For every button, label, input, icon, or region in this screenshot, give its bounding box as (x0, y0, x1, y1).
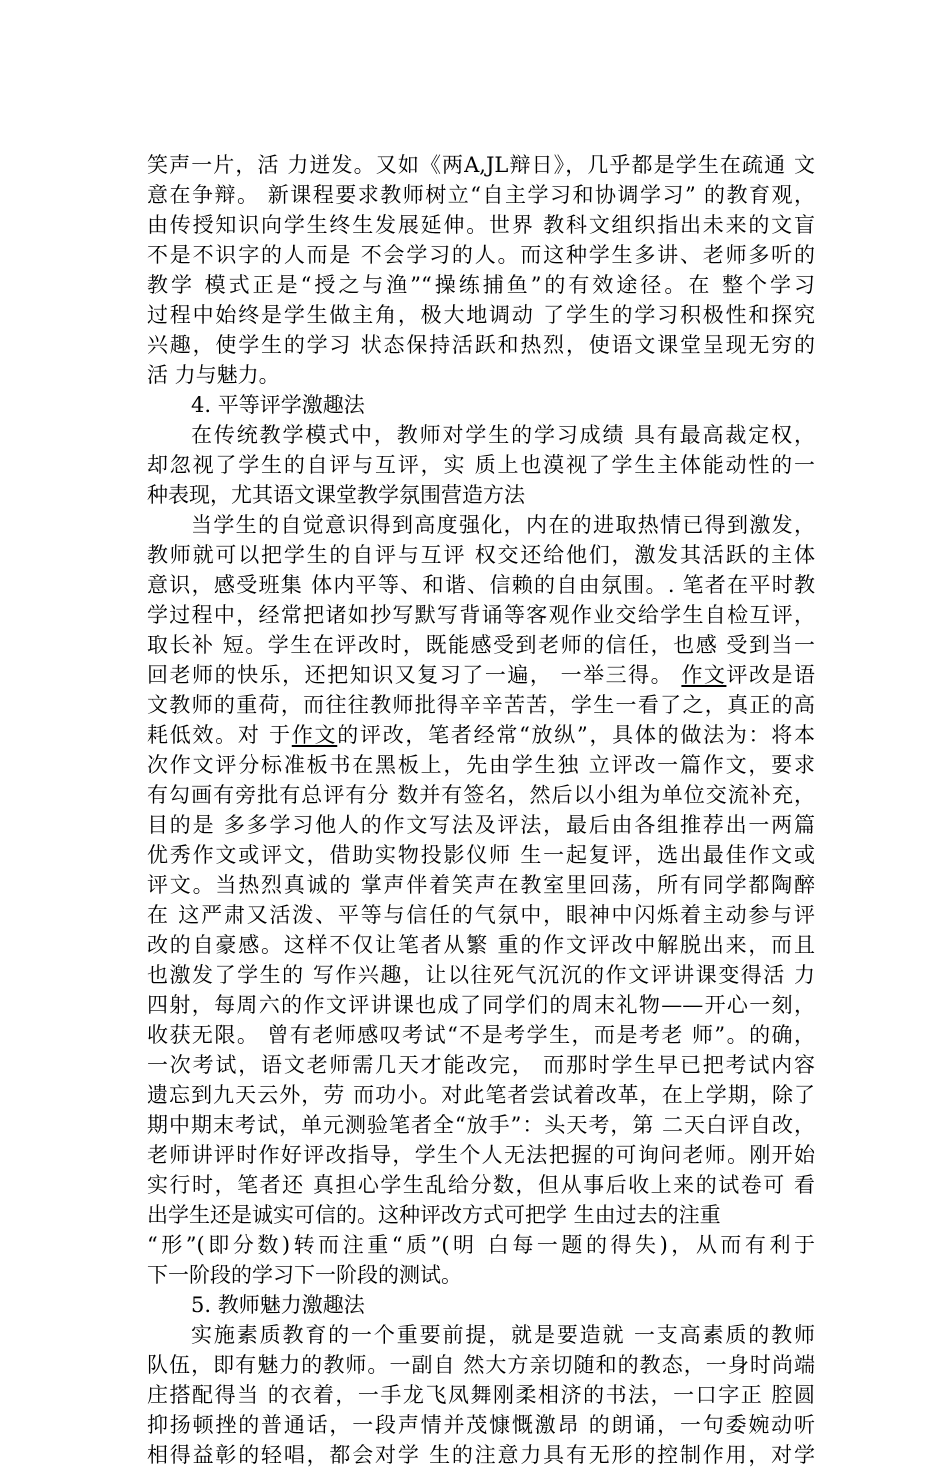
text-line (147, 480, 815, 510)
line-text: 遗忘到九天云外，劳 而功小。对此笔者尝试着改革，在上学期，除了 (147, 1083, 815, 1107)
line-text: 一次考试，语文老师需几天才能改完， 而那时学生早已把考试内容 (147, 1053, 815, 1077)
text-line (147, 210, 815, 240)
text-line (147, 1170, 815, 1200)
line-text: 下一阶段的学习下一阶段的测试。 (147, 1263, 462, 1287)
line-text: 也激发了学生的 写作兴趣，让以往死气沉沉的作文评讲课变得活 力 (147, 963, 815, 987)
text-line (147, 450, 815, 480)
line-text: 活 力与魅力。 (147, 363, 280, 387)
text-line (147, 570, 815, 600)
line-text: 过程中始终是学生做主角，极大地调动 了学生的学习积极性和探究 (147, 303, 815, 327)
text-line (147, 960, 815, 990)
text-line (147, 810, 815, 840)
document-body (147, 150, 815, 1470)
line-text: “形”(即分数)转而注重“质”(明 白每一题的得失)，从而有利于 (147, 1233, 815, 1257)
line-text: 当学生的自觉意识得到高度强化，内在的进取热情已得到激发， (191, 513, 815, 537)
line-text: 不是不识字的人而是 不会学习的人。而这种学生多讲、老师多听的 (147, 243, 815, 267)
text-line (147, 750, 815, 780)
text-line (147, 330, 815, 360)
text-line (147, 1200, 815, 1230)
text-line (147, 1410, 815, 1440)
line-text: 耗低效。对 于 (147, 723, 292, 747)
text-line (147, 720, 815, 750)
line-text: 队伍，即有魅力的教师。一副自 然大方亲切随和的教态，一身时尚端 (147, 1353, 815, 1377)
line-text: 收获无限。 曾有老师感叹考试“不是考学生，而是考老 师”。的确， (147, 1023, 815, 1047)
text-line (147, 540, 815, 570)
text-line (147, 1080, 815, 1110)
text-line (147, 1260, 815, 1290)
text-line (147, 1440, 815, 1470)
text-line (147, 990, 815, 1020)
line-text-continued: 的评改，笔者经常“放纵”，具体的做法为：将本 (337, 723, 815, 747)
section-heading (147, 1290, 815, 1320)
line-text: 次作文评分标准板书在黑板上，先由学生独 立评改一篇作文，要求 (147, 753, 815, 777)
text-line (147, 1050, 815, 1080)
text-line (147, 930, 815, 960)
line-text: 回老师的快乐，还把知识又复习了一遍， 一举三得。 (147, 663, 682, 687)
line-text: 目的是 多多学习他人的作文写法及评法，最后由各组推荐出一两篇 (147, 813, 815, 837)
text-line (147, 270, 815, 300)
line-text: 意识，感受班集 体内平等、和谐、信赖的自由氛围。. 笔者在平时教 (147, 573, 815, 597)
line-text: 取长补 短。学生在评改时，既能感受到老师的信任，也感 受到当一 (147, 633, 815, 657)
underlined-term: 作文 (681, 663, 727, 687)
line-text: 学过程中，经常把诸如抄写默写背诵等客观作业交给学生自检互评， (147, 603, 815, 627)
text-line (147, 630, 815, 660)
text-line (147, 600, 815, 630)
line-text: 由传授知识向学生终生发展延伸。世界 教科文组织指出未来的文盲 (147, 213, 815, 237)
line-text: 庄搭配得当 的衣着，一手龙飞凤舞刚柔相济的书法，一口字正 腔圆 (147, 1383, 815, 1407)
text-line (147, 1020, 815, 1050)
text-line (147, 1230, 815, 1260)
text-line (147, 150, 815, 180)
line-text: 期中期末考试，单元测验笔者全“放手”：头天考，第 二天白评自改， (147, 1113, 815, 1137)
line-text: 种表现，尤其语文课堂教学氛围营造方法 (147, 483, 525, 507)
line-text: 兴趣，使学生的学习 状态保持活跃和热烈，使语文课堂呈现无穷的 (147, 333, 815, 357)
text-line (147, 240, 815, 270)
underlined-term: 作文 (291, 723, 338, 747)
text-line (147, 690, 815, 720)
line-text: 实施素质教育的一个重要前提，就是要造就 一支高素质的教师 (191, 1323, 815, 1347)
line-text: 却忽视了学生的自评与互评，实 质上也漠视了学生主体能动性的一 (147, 453, 815, 477)
line-text: 笑声一片，活 力迸发。又如《两A,JL辩日》，几乎都是学生在疏通 文 (147, 153, 815, 177)
line-text: 老师讲评时作好评改指导，学生个人无法把握的可询问老师。刚开始 (147, 1143, 815, 1167)
text-line (147, 870, 815, 900)
text-line (147, 1140, 815, 1170)
line-text: 评文。当热烈真诚的 掌声伴着笑声在教室里回荡，所有同学都陶醉 (147, 873, 815, 897)
line-text: 意在争辩。 新课程要求教师树立“自主学习和协调学习” 的教育观， (147, 183, 815, 207)
line-text: 四射，每周六的作文评讲课也成了同学们的周末礼物——开心一刻， (147, 993, 815, 1017)
text-line (147, 1320, 815, 1350)
line-text: 教学 模式正是“授之与渔”“操练捕鱼”的有效途径。在 整个学习 (147, 273, 815, 297)
line-text: 改的自豪感。这样不仅让笔者从繁 重的作文评改中解脱出来，而且 (147, 933, 815, 957)
section-heading (147, 390, 815, 420)
text-line (147, 840, 815, 870)
line-text: 4. 平等评学激趣法 (191, 393, 365, 417)
line-text: 在传统教学模式中，教师对学生的学习成绩 具有最高裁定权， (191, 423, 815, 447)
text-line (147, 900, 815, 930)
text-line (147, 360, 815, 390)
line-text: 教师就可以把学生的自评与互评 权交还给他们，激发其活跃的主体 (147, 543, 815, 567)
line-text: 5. 教师魅力激趣法 (191, 1293, 365, 1317)
line-text: 出学生还是诚实可信的。这种评改方式可把学 生由过去的注重 (147, 1203, 721, 1227)
text-line (147, 1110, 815, 1140)
line-text: 相得益彰的轻唱，都会对学 生的注意力具有无形的控制作用，对学 (147, 1443, 815, 1467)
text-line (147, 780, 815, 810)
line-text-continued: 评改是语 (726, 663, 815, 687)
text-line (147, 180, 815, 210)
text-line (147, 1350, 815, 1380)
line-text: 在 这严肃又活泼、平等与信任的气氛中，眼神中闪烁着主动参与评 (147, 903, 815, 927)
line-text: 实行时，笔者还 真担心学生乱给分数，但从事后收上来的试卷可 看 (147, 1173, 815, 1197)
line-text: 优秀作文或评文，借助实物投影仪师 生一起复评，选出最佳作文或 (147, 843, 815, 867)
text-line (147, 1380, 815, 1410)
text-line (147, 420, 815, 450)
line-text: 文教师的重荷，而往往教师批得辛辛苦苦，学生一看了之，真正的高 (147, 693, 815, 717)
line-text: 有勾画有旁批有总评有分 数并有签名，然后以小组为单位交流补充， (147, 783, 815, 807)
text-line (147, 300, 815, 330)
line-text: 抑扬顿挫的普通话，一段声情并茂慷慨激昂 的朗诵，一句委婉动听 (147, 1413, 815, 1437)
text-line (147, 660, 815, 690)
text-line (147, 510, 815, 540)
